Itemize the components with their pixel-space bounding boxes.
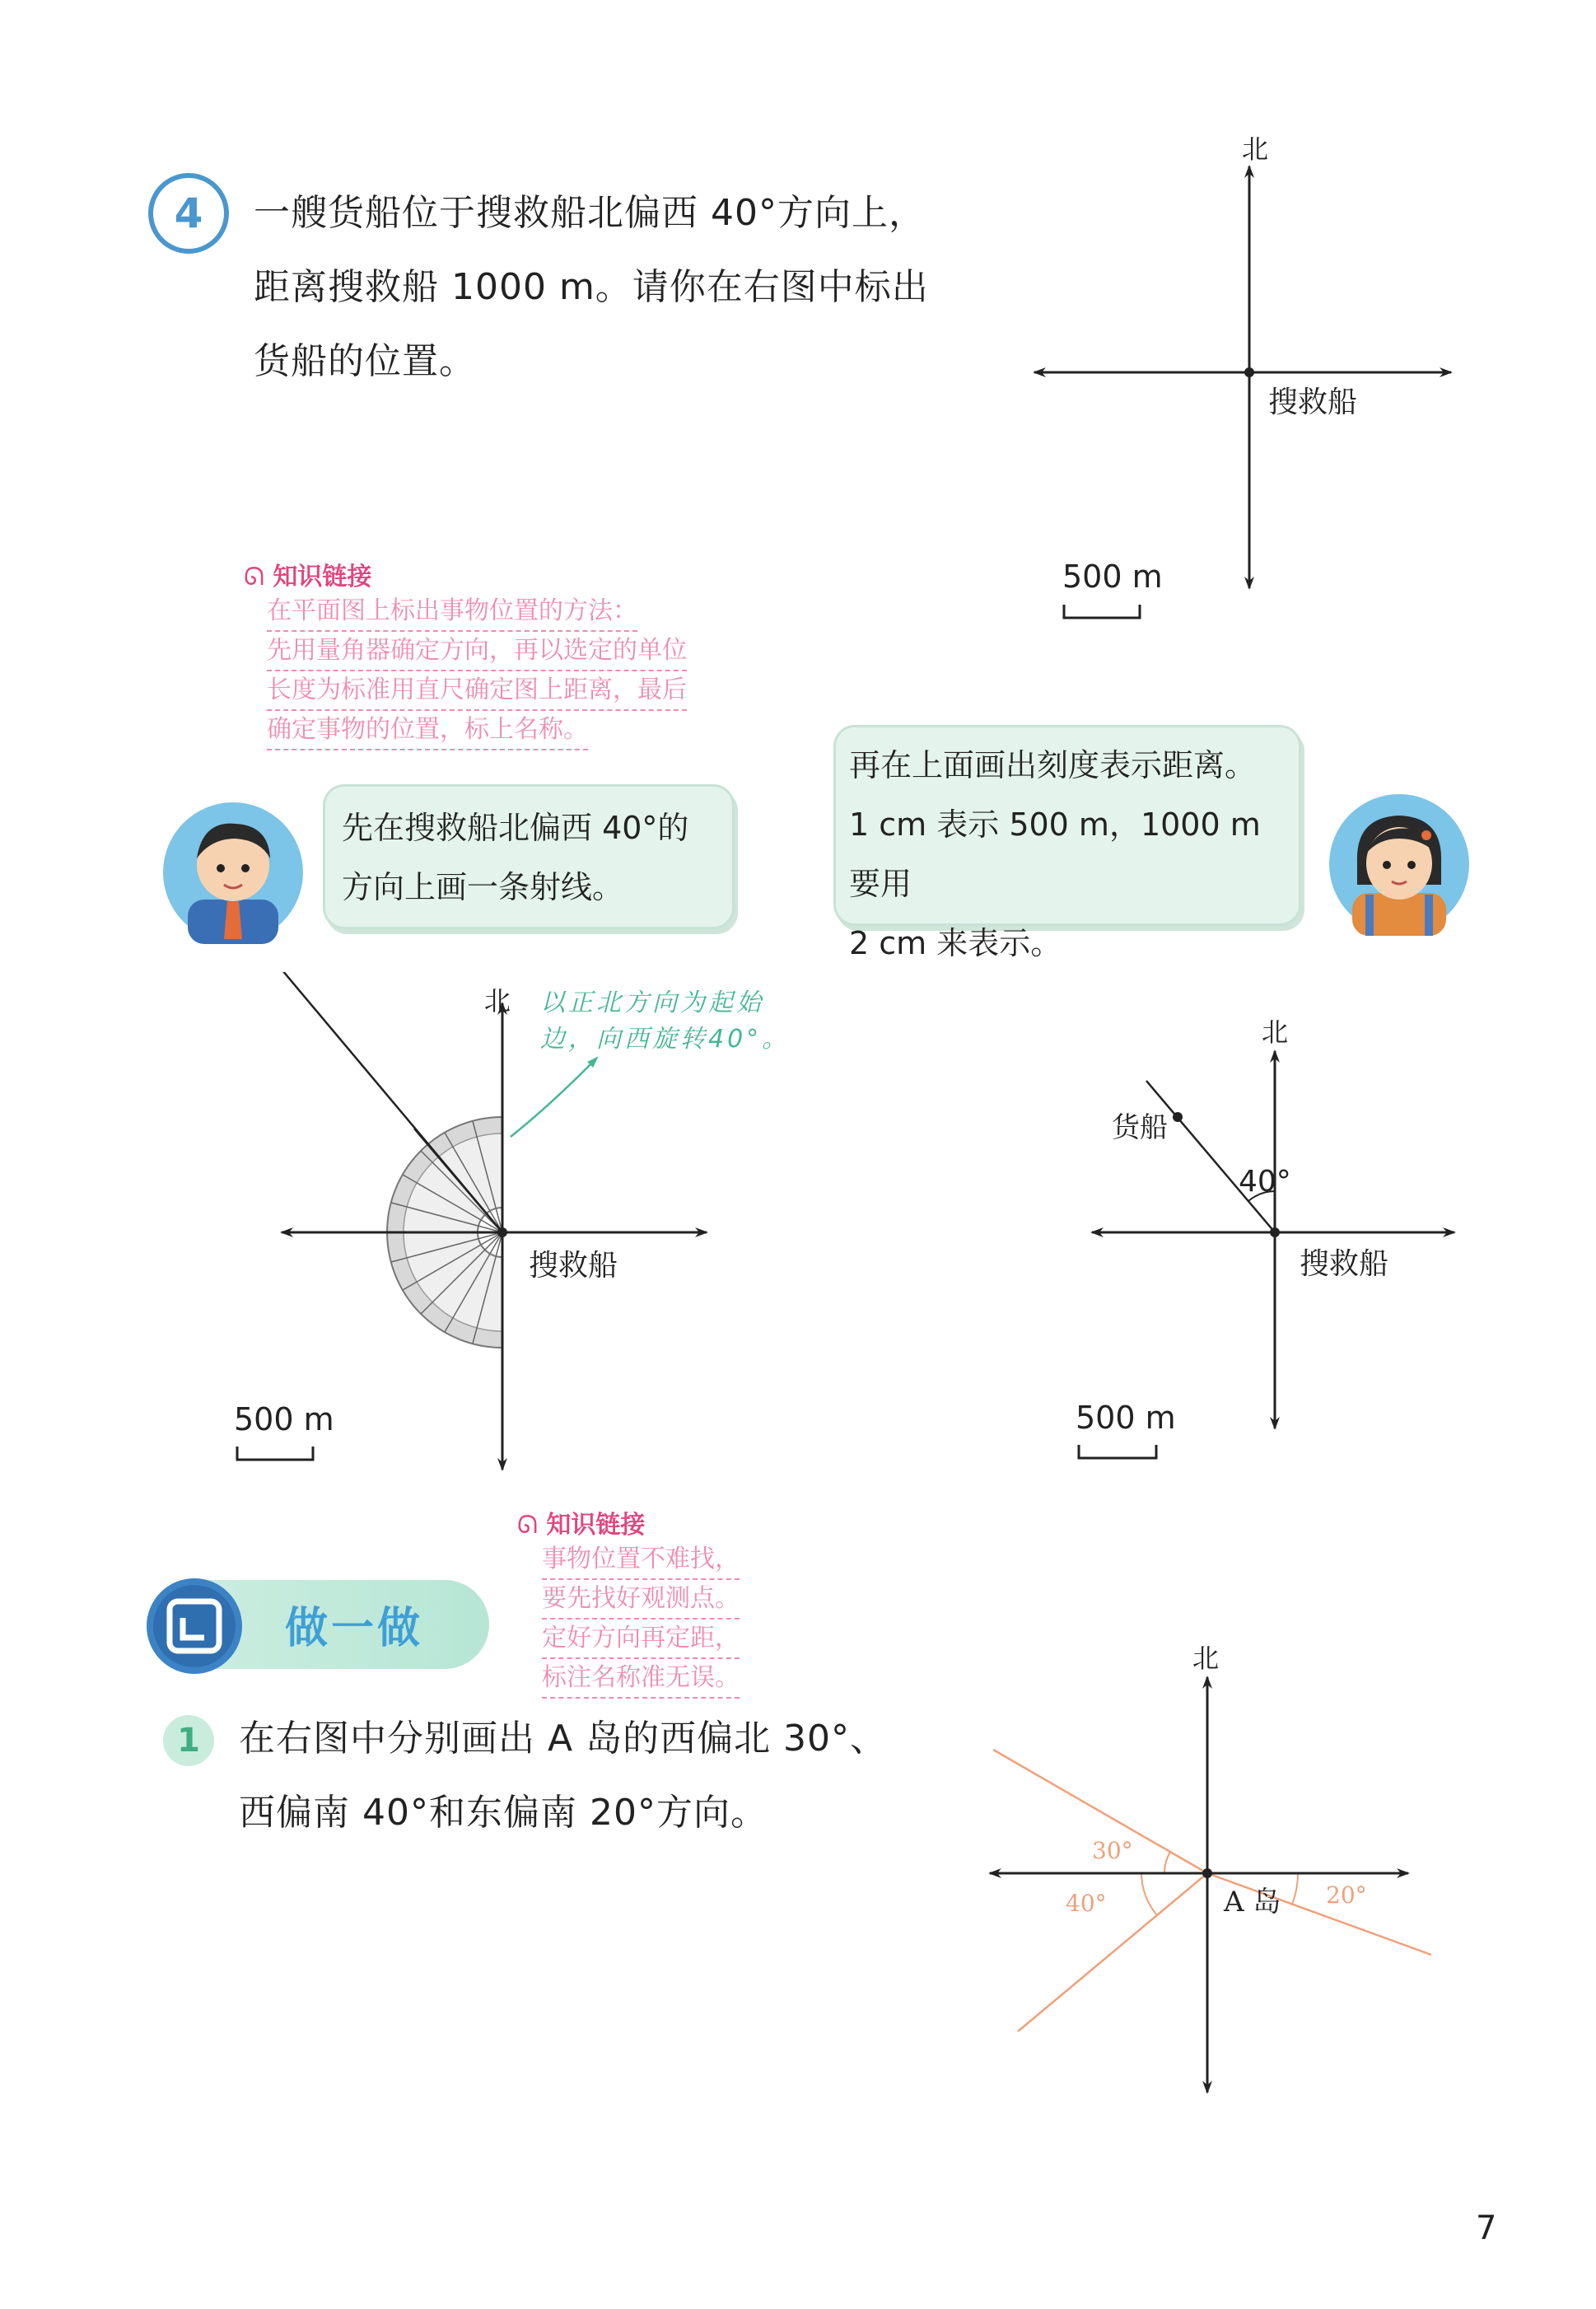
rotation-note [540, 985, 837, 1058]
note-pointer-arrow [511, 1058, 597, 1137]
problem-line-3: 货船的位置。 [254, 340, 476, 382]
origin-label: 搜救船 [1300, 1247, 1389, 1281]
tip-swirl-icon: ᘏ [517, 1511, 538, 1540]
arc-30 [1164, 1852, 1170, 1873]
exercise-line-1: 在右图中分别画出 A 岛的西偏北 30°、 [239, 1718, 888, 1760]
girl-avatar [1328, 792, 1471, 936]
cargo-ship-point [1173, 1112, 1183, 1122]
exercise-line-2: 西偏南 40°和东偏南 20°方向。 [239, 1792, 768, 1834]
angle-40-label: 40° [1066, 1890, 1107, 1917]
scale-bar [1064, 605, 1140, 618]
cargo-ship-ray [1146, 1081, 1275, 1232]
exercise-statement [239, 1702, 980, 1850]
ray-west-south-40 [1018, 1873, 1207, 2031]
cargo-ship-label: 货船 [1112, 1111, 1168, 1144]
arc-20 [1292, 1873, 1298, 1905]
knowledge-link-2 [517, 1504, 814, 1699]
problem-line-2: 距离搜救船 1000 m。请你在右图中标出 [254, 266, 929, 308]
knowledge-link-1-line: 在平面图上标出事物位置的方法： [267, 592, 637, 632]
angle-20-label: 20° [1326, 1881, 1367, 1909]
north-label: 北 [484, 985, 511, 1017]
angle-label: 40° [1239, 1165, 1291, 1199]
origin-point [1202, 1868, 1212, 1878]
practice-section-icon [145, 1577, 244, 1676]
exercise-number: 1 [177, 1722, 200, 1760]
island-label: A 岛 [1224, 1886, 1281, 1919]
knowledge-link-1-line: 先用量角器确定方向，再以选定的单位 [267, 632, 687, 671]
rotation-note-line: 以正北方向为起始 [540, 989, 764, 1017]
scale-bar [237, 1447, 313, 1460]
knowledge-link-2-line: 事物位置不难找， [542, 1540, 740, 1580]
island-direction-diagram [980, 1631, 1449, 2101]
scale-label: 500 m [1076, 1400, 1176, 1436]
girl-speech-bubble [833, 725, 1301, 961]
practice-section-title: 做一做 [285, 1604, 424, 1653]
knowledge-link-2-line: 要先找好观测点。 [542, 1580, 740, 1620]
north-label: 北 [1242, 133, 1269, 165]
boy-speech-line: 方向上画一条射线。 [342, 869, 624, 905]
origin-point [1244, 367, 1254, 377]
knowledge-link-2-line: 定好方向再定距， [542, 1620, 740, 1659]
problem-line-1: 一艘货船位于搜救船北偏西 40°方向上， [254, 192, 926, 234]
origin-label: 搜救船 [1268, 386, 1358, 419]
problem-number: 4 [174, 189, 203, 237]
boy-speech-line: 先在搜救船北偏西 40°的 [342, 810, 689, 846]
north-label: 北 [1262, 1017, 1289, 1048]
knowledge-link-1-line: 长度为标准用直尺确定图上距离，最后 [267, 671, 687, 711]
problem-statement [254, 176, 995, 399]
arc-40 [1141, 1873, 1157, 1915]
boy-speech-bubble [323, 784, 735, 929]
origin-point [497, 1227, 507, 1237]
boy-avatar [161, 801, 305, 944]
girl-speech-line: 再在上面画出刻度表示距离。 [849, 747, 1257, 783]
knowledge-link-1-heading: 知识链接 [273, 563, 372, 591]
origin-point [1270, 1227, 1280, 1237]
page-number: 7 [1476, 2209, 1497, 2247]
girl-speech-line: 1 cm 表示 500 m，1000 m 要用 [849, 806, 1261, 902]
exercise-number-badge [163, 1715, 214, 1766]
scale-label: 500 m [234, 1401, 334, 1437]
north-label: 北 [1192, 1643, 1220, 1674]
knowledge-link-2-heading: 知识链接 [546, 1511, 646, 1540]
knowledge-link-1-title [244, 556, 804, 592]
girl-speech-line: 2 cm 来表示。 [849, 925, 1062, 961]
rotation-note-line: 边，向西旋转40°。 [540, 1025, 791, 1054]
scale-bar [1079, 1445, 1156, 1458]
knowledge-link-2-line: 标注名称准无误。 [542, 1659, 740, 1699]
tip-swirl-icon: ᘏ [244, 563, 264, 591]
cargo-ship-result-diagram [1071, 1005, 1499, 1483]
problem-number-badge [148, 173, 229, 254]
knowledge-link-1 [244, 556, 804, 750]
knowledge-link-1-line: 确定事物的位置，标上名称。 [267, 711, 588, 750]
knowledge-link-2-title [517, 1504, 814, 1540]
search-ship-axes-diagram [1021, 124, 1482, 626]
scale-label: 500 m [1062, 559, 1163, 595]
origin-label: 搜救船 [529, 1249, 618, 1283]
angle-30-label: 30° [1092, 1837, 1133, 1864]
